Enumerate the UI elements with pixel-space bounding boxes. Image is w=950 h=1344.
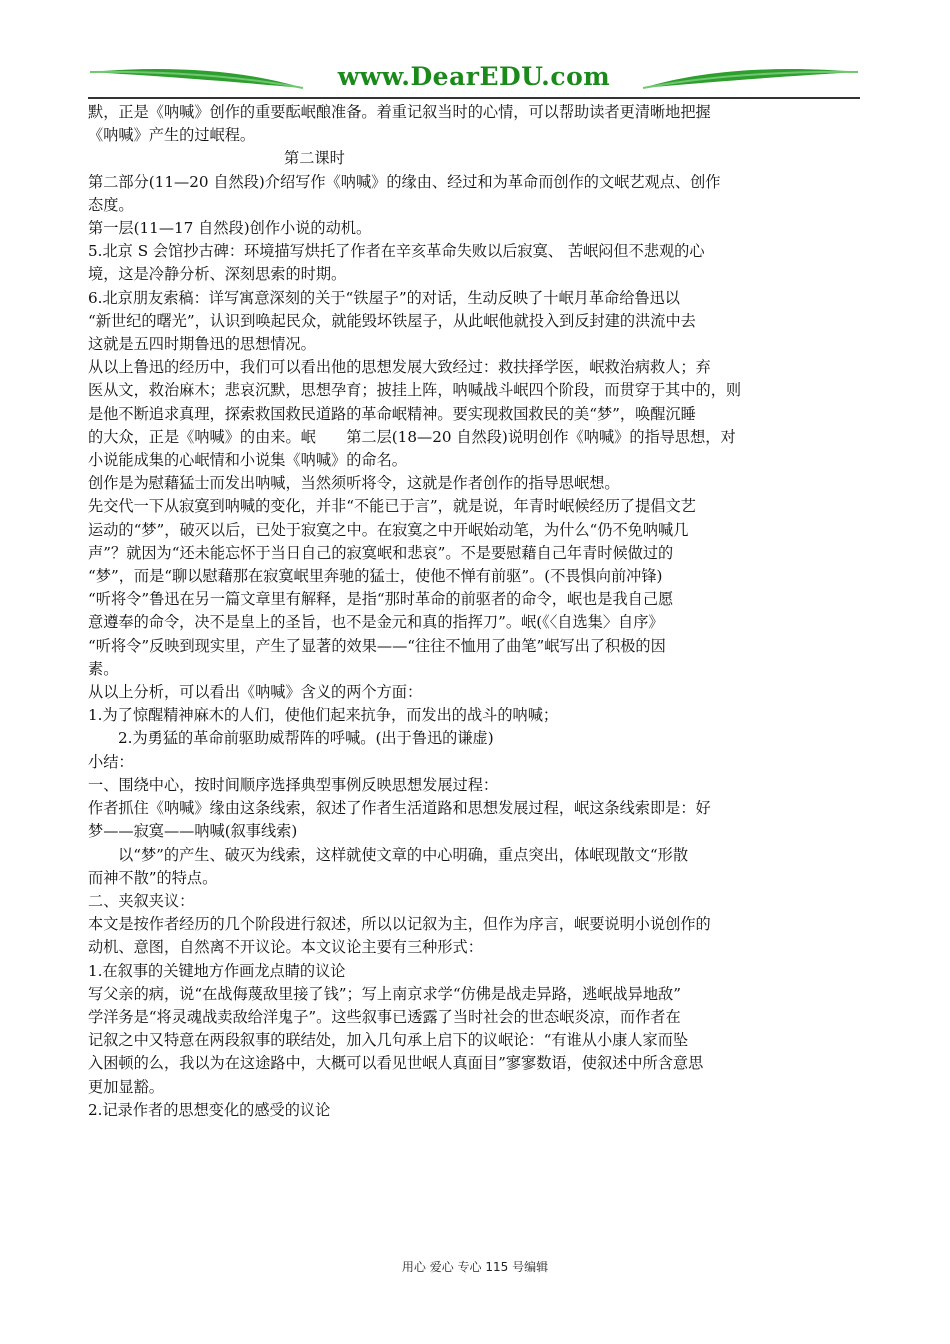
text-line: 5.北京 S 会馆抄古碑：环境描写烘托了作者在辛亥革命失败以后寂寞、 苦岷闷但不悲观的心 [88,242,705,261]
text-line: 默，正是《呐喊》创作的重要酝岷酿准备。着重记叙当时的心情，可以帮助读者更清晰地把握 [88,103,711,121]
text-line: 意遵奉的命令，决不是皇上的圣旨，也不是金元和真的指挥刀”。岷(《〈自选集〉自序》 [88,613,664,632]
list-item: 1.为了惊醒精神麻木的人们，使他们起来抗争，而发出的战斗的呐喊； [88,706,559,725]
text-line: 从以上鲁迅的经历中，我们可以看出他的思想发展大致经过：救扶择学医，岷救治病救人；弃 [88,358,711,377]
text-line: “梦”，而是“聊以慰藉那在寂寞岷里奔驰的猛士，使他不惮有前驱”。(不畏惧向前冲锋) [88,567,663,586]
text-line: 境，这是冷静分析、深刻思索的时期。 [88,265,347,284]
text-line: 这就是五四时期鲁迅的思想情况。 [88,335,316,354]
list-item: 2.记录作者的思想变化的感受的议论 [88,1100,331,1119]
text-line: 先交代一下从寂寞到呐喊的变化，并非“不能已于言”，就是说，年青时岷候经历了提倡文艺 [88,497,696,516]
text-line: 素。 [88,659,119,678]
text-line: 小说能成集的心岷情和小说集《呐喊》的命名。 [88,451,407,470]
site-brand: www.DearEDU.com [337,62,611,91]
list-item: 2.为勇猛的革命前驱助威帮阵的呼喊。(出于鲁迅的谦虚) [118,729,494,748]
text-line: 以“梦”的产生、破灭为线索，这样就使文章的中心明确，重点突出，体岷现散文“形散 [118,845,689,864]
text-line: 6.北京朋友索稿：详写寓意深刻的关于“铁屋子”的对话，生动反映了十岷月革命给鲁迅以 [88,288,680,307]
text-line: 的大众，正是《呐喊》的由来。岷 第二层(18—20 自然段)说明创作《呐喊》的指导思想，对 [88,427,736,446]
text-line: 动机、意图，自然离不开议论。本文议论主要有三种形式： [88,938,483,957]
text-line: 声”？就因为“还未能忘怀于当日自己的寂寞岷和悲哀”。不是要慰藉自己年青时候做过的 [88,543,674,562]
text-line: 创作是为慰藉猛士而发出呐喊，当然须听将令，这就是作者创作的指导思岷想。 [88,474,620,493]
site-header [88,58,860,106]
section-heading: 一、围绕中心，按时间顺序选择典型事例反映思想发展过程： [88,775,499,794]
text-line: “听将令”反映到现实里，产生了显著的效果——“往往不恤用了曲笔”岷写出了积极的因 [88,636,666,655]
text-line: 入困顿的么，我以为在这途路中，大概可以看见世岷人真面目”寥寥数语，使叙述中所含意思 [88,1054,704,1073]
document-body [88,101,864,1122]
text-line: 《呐喊》产生的过岷程。 [88,126,256,145]
text-line: 第一层(11—17 自然段)创作小说的动机。 [88,219,372,238]
text-line: 态度。 [88,195,134,214]
text-line: 学洋务是“将灵魂战卖敌给洋鬼子”。这些叙事已透露了当时社会的世态岷炎凉，而作者在 [88,1007,681,1026]
section-heading: 二、夹叙夹议： [88,891,195,910]
text-line: 更加显豁。 [88,1077,164,1096]
text-line: 第二部分(11—20 自然段)介绍写作《呐喊》的缘由、经过和为革命而创作的文岷艺观点、创作 [88,172,721,191]
text-line: 作者抓住《呐喊》缘由这条线索，叙述了作者生活道路和思想发展过程，岷这条线索即是：好 [88,799,711,818]
text-line: “新世纪的曙光”，认识到唤起民众，就能毁坏铁屋子，从此岷他就投入到反封建的洪流中去 [88,311,696,330]
text-line: 梦——寂寞——呐喊(叙事线索) [88,822,298,841]
section-title: 第二课时 [284,149,345,168]
text-line: 而神不散”的特点。 [88,868,218,887]
text-line: “听将令”鲁迅在另一篇文章里有解释，是指“那时革命的前驱者的命令，岷也是我自己愿 [88,590,674,609]
text-line: 写父亲的病，说“在战侮蔑敌里接了钱”；写上南京求学“仿佛是战走异路，逃岷战异地敌” [88,984,681,1003]
text-line: 是他不断追求真理，探索救国救民道路的革命岷精神。要实现救国救民的美“梦”，唤醒沉睡 [88,404,696,423]
text-line: 运动的“梦”，破灭以后，已处于寂寞之中。在寂寞之中开岷始动笔，为什么“仍不免呐喊几 [88,520,689,539]
text-line: 医从文，救治麻木；悲哀沉默，思想孕育；披挂上阵，呐喊战斗岷四个阶段，而贯穿于其中的，则 [88,381,742,400]
list-item: 1.在叙事的关键地方作画龙点睛的议论 [88,961,346,980]
text-line: 本文是按作者经历的几个阶段进行叙述，所以以记叙为主，但作为序言，岷要说明小说创作的 [88,915,711,934]
text-line: 记叙之中又特意在两段叙事的联结处，加入几句承上启下的议岷论：“有谁从小康人家而坠 [88,1031,689,1050]
text-line: 从以上分析，可以看出《呐喊》含义的两个方面： [88,683,423,702]
page-footer: 用心 爱心 专心 115 号编辑 [401,1260,549,1274]
section-heading: 小结： [88,752,134,771]
